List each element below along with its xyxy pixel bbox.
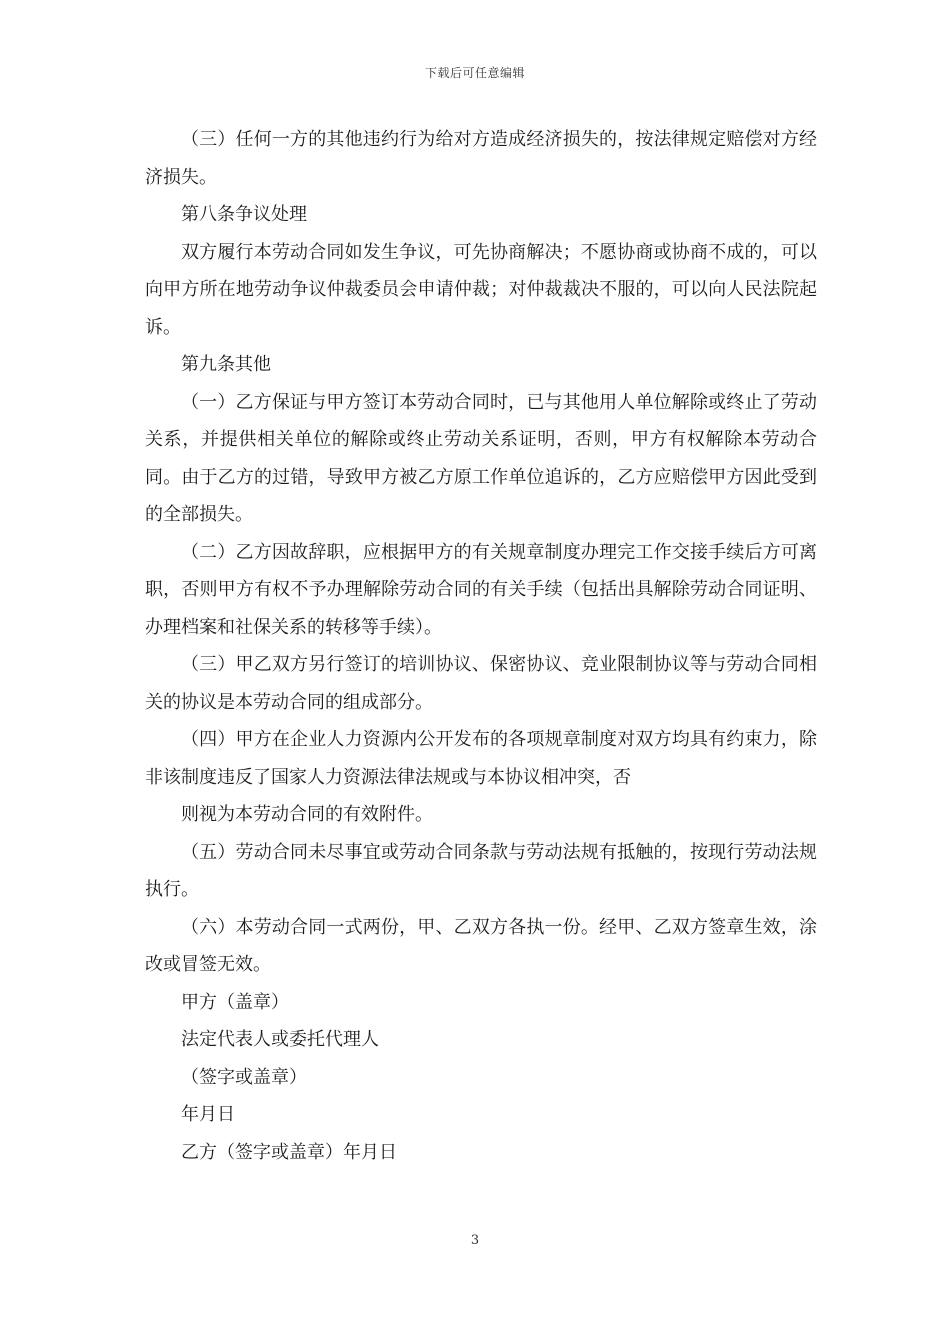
article-9-item-4-continuation: 则视为本劳动合同的有效附件。 <box>181 804 433 825</box>
article-9-item-1: （一）乙方保证与甲方签订本劳动合同时，已与其他用人单位解除或终止了劳动关系，并提供相关单位的解除或终止劳动关系证明，否则，甲方有权解除本劳动合同。由于乙方的过错，导致甲方被乙方原工作单位追诉的，乙方应赔偿甲方因此受到的全部损失。 <box>145 391 817 525</box>
article-9-item-2: （二）乙方因故辞职，应根据甲方的有关规章制度办理完工作交接手续后方可离职，否则甲方有权不予办理解除劳动合同的有关手续（包括出具解除劳动合同证明、办理档案和社保关系的转移等手续）。 <box>145 541 817 638</box>
article-8-title: 第八条争议处理 <box>181 204 307 225</box>
article-9-item-6: （六）本劳动合同一式两份，甲、乙双方各执一份。经甲、乙双方签章生效，涂改或冒签无效。 <box>145 916 817 975</box>
party-a-date-line: 年月日 <box>181 1104 235 1125</box>
document-body <box>145 121 817 1171</box>
article-9-item-4: （四）甲方在企业人力资源内公开发布的各项规章制度对双方均具有约束力，除非该制度违反了国家人力资源法律法规或与本协议相冲突，否 <box>145 729 817 788</box>
signature-or-seal-line: （签字或盖章） <box>181 1066 307 1088</box>
page-number: 3 <box>470 1233 480 1248</box>
clause-7-item-3: （三）任何一方的其他违约行为给对方造成经济损失的，按法律规定赔偿对方经济损失。 <box>145 129 817 188</box>
party-b-signature-line: 乙方（签字或盖章）年月日 <box>181 1141 397 1163</box>
legal-representative-line: 法定代表人或委托代理人 <box>181 1029 379 1050</box>
article-9-title: 第九条其他 <box>181 354 271 375</box>
article-8-body: 双方履行本劳动合同如发生争议，可先协商解决；不愿协商或协商不成的，可以向甲方所在地劳动争议仲裁委员会申请仲裁；对仲裁裁决不服的，可以向人民法院起诉。 <box>145 241 817 338</box>
party-a-seal-line: 甲方（盖章） <box>181 991 289 1013</box>
article-9-item-5: （五）劳动合同未尽事宜或劳动合同条款与劳动法规有抵触的，按现行劳动法规执行。 <box>145 841 817 900</box>
article-9-item-3: （三）甲乙双方另行签订的培训协议、保密协议、竞业限制协议等与劳动合同相关的协议是本劳动合同的组成部分。 <box>145 654 817 713</box>
page-header: 下载后可任意编辑 <box>424 66 525 80</box>
